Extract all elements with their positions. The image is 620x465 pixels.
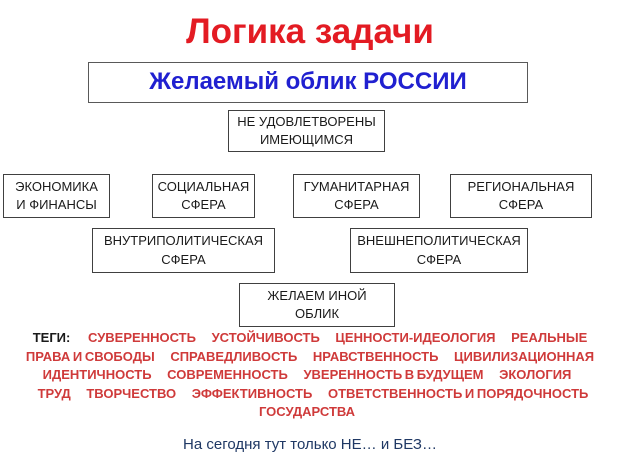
- node-label-line1: ЭКОНОМИКА: [15, 178, 98, 194]
- node-label-line1: ВНЕШНЕПОЛИТИЧЕСКАЯ: [357, 233, 521, 249]
- tags-paragraph: [24, 329, 596, 422]
- tag-state-responsibility-decency: ОТВЕТСТВЕННОСТЬ И ПОРЯДОЧНОСТЬ ГОСУДАРСТВА: [258, 385, 589, 419]
- node-label-line1: РЕГИОНАЛЬНАЯ: [467, 178, 575, 194]
- tag-civilizational-identity: ЦИВИЛИЗАЦИОННАЯ ИДЕНТИЧНОСТЬ: [42, 348, 595, 382]
- node-humanitarian-sphere: [293, 174, 420, 218]
- node-label-line2: СФЕРА: [334, 197, 379, 212]
- tag-sovereignty: СУВЕРЕННОСТЬ: [87, 330, 196, 345]
- node-domestic-policy-sphere: [92, 228, 275, 273]
- tag-morality: НРАВСТВЕННОСТЬ: [312, 348, 439, 364]
- node-label-line2: СФЕРА: [498, 197, 544, 212]
- slide-title: Логика задачи: [186, 12, 434, 51]
- node-label-line1: НЕ УДОВЛЕТВОРЕНЫ: [237, 113, 376, 129]
- node-label-line2: СФЕРА: [181, 197, 226, 212]
- tag-creativity: ТВОРЧЕСТВО: [86, 385, 177, 401]
- tag-confidence-in-future: УВЕРЕННОСТЬ В БУДУЩЕМ: [303, 367, 484, 382]
- tags-label: ТЕГИ:: [32, 330, 71, 345]
- tag-justice: СПРАВЕДЛИВОСТЬ: [170, 348, 298, 364]
- node-economy-finance: [3, 174, 110, 218]
- tag-labor: ТРУД: [37, 385, 71, 401]
- node-label-line2: И ФИНАНСЫ: [16, 197, 97, 212]
- tag-stability: УСТОЙЧИВОСТЬ: [211, 330, 320, 345]
- node-label: Желаемый облик РОССИИ: [149, 68, 467, 96]
- node-regional-sphere: [450, 174, 592, 218]
- node-social-sphere: [152, 174, 255, 218]
- tag-ecology: ЭКОЛОГИЯ: [499, 367, 572, 382]
- tag-real-rights-freedoms: РЕАЛЬНЫЕ ПРАВА И СВОБОДЫ: [25, 330, 588, 364]
- node-label-line2: СФЕРА: [416, 251, 462, 267]
- node-label-line2: ИМЕЮЩИМСЯ: [259, 132, 354, 147]
- node-label-line2: СФЕРА: [161, 251, 206, 267]
- tag-efficiency: ЭФФЕКТИВНОСТЬ: [191, 385, 313, 401]
- tag-modernity: СОВРЕМЕННОСТЬ: [167, 367, 288, 382]
- tag-values-ideology: ЦЕННОСТИ-ИДЕОЛОГИЯ: [335, 330, 496, 345]
- node-desired-image-of-russia: [88, 62, 528, 103]
- node-label-line2: ОБЛИК: [294, 306, 340, 321]
- node-label-line1: ГУМАНИТАРНАЯ: [303, 178, 410, 194]
- node-label-line1: ВНУТРИПОЛИТИЧЕСКАЯ: [103, 233, 264, 249]
- node-label-line1: ЖЕЛАЕМ ИНОЙ: [267, 287, 367, 303]
- node-want-different-image: [239, 283, 395, 327]
- node-foreign-policy-sphere: [350, 228, 528, 273]
- footer-note: На сегодня тут только НЕ… и БЕЗ…: [183, 436, 437, 453]
- node-label-line1: СОЦИАЛЬНАЯ: [157, 178, 250, 194]
- node-not-satisfied: [228, 110, 385, 152]
